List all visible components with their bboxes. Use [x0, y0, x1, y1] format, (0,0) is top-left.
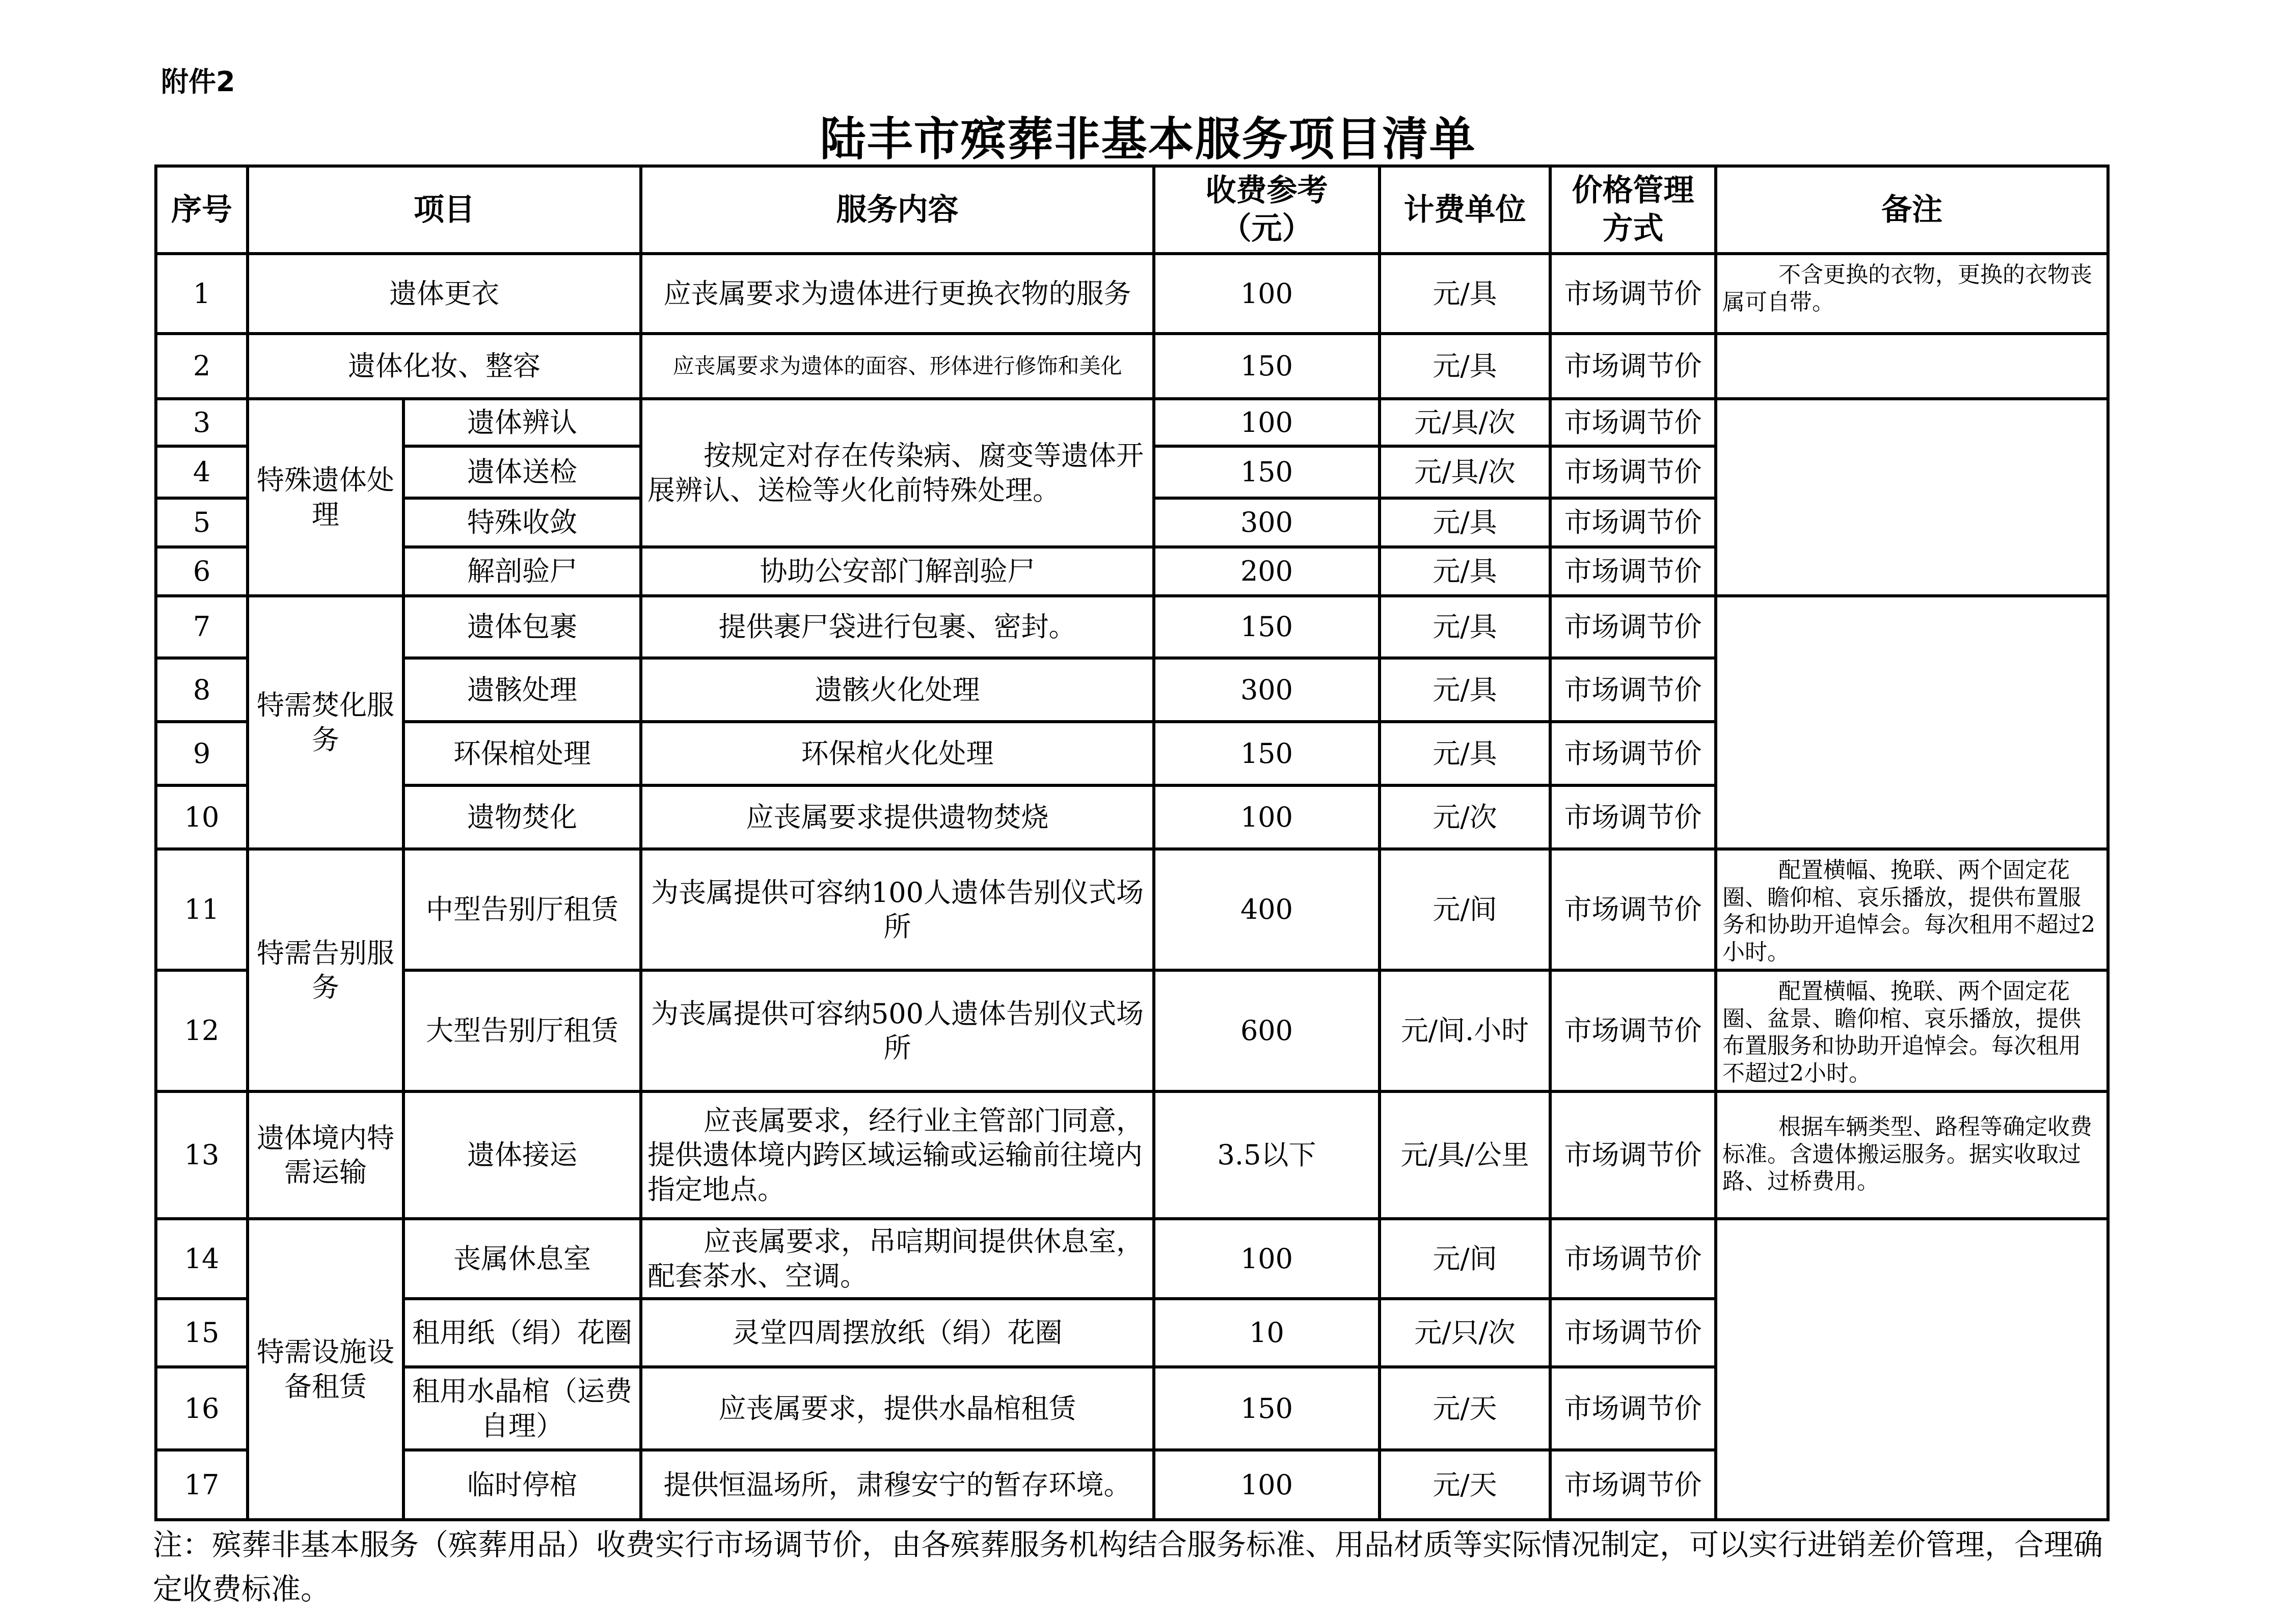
cell-unit: 元/具	[1380, 498, 1550, 547]
table-header-row	[156, 166, 2108, 254]
cell-pricing: 市场调节价	[1550, 547, 1716, 596]
cell-item: 环保棺处理	[403, 722, 641, 785]
cell-item: 遗体接运	[403, 1091, 641, 1219]
cell-seq: 3	[156, 399, 248, 446]
cell-item: 解剖验尸	[403, 547, 641, 596]
cell-seq: 1	[156, 254, 248, 334]
cell-fee: 100	[1154, 1450, 1380, 1520]
page-title: 陆丰市殡葬非基本服务项目清单	[820, 113, 1476, 166]
cell-item: 遗体化妆、整容	[248, 334, 641, 399]
cell-unit: 元/具	[1380, 254, 1550, 334]
group-transport: 遗体境内特需运输	[248, 1091, 403, 1219]
cell-content: 应丧属要求，经行业主管部门同意，提供遗体境内跨区域运输或运输前往境内指定地点。	[641, 1091, 1154, 1219]
cell-unit: 元/具/次	[1380, 446, 1550, 498]
cell-content: 应丧属要求提供遗物焚烧	[641, 785, 1154, 849]
cell-item: 丧属休息室	[403, 1219, 641, 1299]
cell-pricing: 市场调节价	[1550, 334, 1716, 399]
cell-fee: 150	[1154, 1367, 1380, 1450]
header-content: 服务内容	[641, 166, 1154, 254]
cell-seq: 15	[156, 1299, 248, 1367]
cell-seq: 14	[156, 1219, 248, 1299]
cell-item: 特殊收敛	[403, 498, 641, 547]
cell-seq: 16	[156, 1367, 248, 1450]
cell-pricing: 市场调节价	[1550, 498, 1716, 547]
service-list-table	[154, 165, 2110, 1521]
cell-item: 中型告别厅租赁	[403, 849, 641, 970]
cell-fee: 100	[1154, 399, 1380, 446]
cell-pricing: 市场调节价	[1550, 399, 1716, 446]
cell-pricing: 市场调节价	[1550, 1367, 1716, 1450]
table-row	[156, 1219, 2108, 1299]
cell-content: 提供裹尸袋进行包裹、密封。	[641, 596, 1154, 658]
cell-fee: 150	[1154, 334, 1380, 399]
header-fee: 收费参考 （元）	[1154, 166, 1380, 254]
cell-remark-empty	[1716, 1219, 2108, 1520]
cell-pricing: 市场调节价	[1550, 722, 1716, 785]
cell-content: 提供恒温场所，肃穆安宁的暂存环境。	[641, 1450, 1154, 1520]
header-unit: 计费单位	[1380, 166, 1550, 254]
cell-pricing: 市场调节价	[1550, 254, 1716, 334]
cell-seq: 17	[156, 1450, 248, 1520]
cell-seq: 13	[156, 1091, 248, 1219]
cell-fee: 400	[1154, 849, 1380, 970]
cell-fee: 3.5以下	[1154, 1091, 1380, 1219]
cell-fee: 300	[1154, 658, 1380, 722]
header-remark: 备注	[1716, 166, 2108, 254]
cell-remark-empty	[1716, 596, 2108, 849]
cell-item: 遗体更衣	[248, 254, 641, 334]
table-row	[156, 970, 2108, 1091]
cell-content: 应丧属要求，提供水晶棺租赁	[641, 1367, 1154, 1450]
cell-remark: 不含更换的衣物，更换的衣物丧属可自带。	[1716, 254, 2108, 334]
cell-unit: 元/具	[1380, 334, 1550, 399]
group-facility: 特需设施设备租赁	[248, 1219, 403, 1520]
cell-seq: 2	[156, 334, 248, 399]
cell-pricing: 市场调节价	[1550, 596, 1716, 658]
cell-pricing: 市场调节价	[1550, 1299, 1716, 1367]
table-row	[156, 849, 2108, 970]
cell-unit: 元/次	[1380, 785, 1550, 849]
cell-unit: 元/具	[1380, 596, 1550, 658]
cell-content: 遗骸火化处理	[641, 658, 1154, 722]
cell-fee: 200	[1154, 547, 1380, 596]
cell-item: 租用纸（绢）花圈	[403, 1299, 641, 1367]
cell-item: 遗体送检	[403, 446, 641, 498]
cell-seq: 8	[156, 658, 248, 722]
cell-pricing: 市场调节价	[1550, 970, 1716, 1091]
cell-unit: 元/具/公里	[1380, 1091, 1550, 1219]
cell-content: 灵堂四周摆放纸（绢）花圈	[641, 1299, 1154, 1367]
cell-content: 应丧属要求，吊唁期间提供休息室，配套茶水、空调。	[641, 1219, 1154, 1299]
cell-fee: 600	[1154, 970, 1380, 1091]
cell-unit: 元/天	[1380, 1450, 1550, 1520]
cell-remark: 配置横幅、挽联、两个固定花圈、瞻仰棺、哀乐播放，提供布置服务和协助开追悼会。每次租用不超过2小时。	[1716, 849, 2108, 970]
cell-fee: 100	[1154, 1219, 1380, 1299]
cell-content-shared: 按规定对存在传染病、腐变等遗体开展辨认、送检等火化前特殊处理。	[641, 399, 1154, 547]
cell-pricing: 市场调节价	[1550, 658, 1716, 722]
group-special-body: 特殊遗体处理	[248, 399, 403, 596]
cell-seq: 12	[156, 970, 248, 1091]
cell-unit: 元/具/次	[1380, 399, 1550, 446]
table-row	[156, 399, 2108, 446]
cell-fee: 10	[1154, 1299, 1380, 1367]
cell-seq: 6	[156, 547, 248, 596]
cell-unit: 元/具	[1380, 658, 1550, 722]
cell-seq: 11	[156, 849, 248, 970]
group-special-farewell: 特需告别服务	[248, 849, 403, 1091]
cell-pricing: 市场调节价	[1550, 446, 1716, 498]
cell-fee: 150	[1154, 722, 1380, 785]
cell-seq: 4	[156, 446, 248, 498]
cell-remark-empty	[1716, 399, 2108, 596]
cell-item: 遗骸处理	[403, 658, 641, 722]
attachment-label: 附件2	[161, 66, 235, 98]
cell-pricing: 市场调节价	[1550, 785, 1716, 849]
cell-seq: 7	[156, 596, 248, 658]
cell-fee: 100	[1154, 785, 1380, 849]
group-special-cremation: 特需焚化服务	[248, 596, 403, 849]
cell-unit: 元/间.小时	[1380, 970, 1550, 1091]
cell-unit: 元/天	[1380, 1367, 1550, 1450]
table-row	[156, 334, 2108, 399]
cell-item: 遗体辨认	[403, 399, 641, 446]
cell-item: 租用水晶棺（运费自理）	[403, 1367, 641, 1450]
cell-pricing: 市场调节价	[1550, 1091, 1716, 1219]
cell-fee: 150	[1154, 446, 1380, 498]
table-row	[156, 254, 2108, 334]
cell-seq: 10	[156, 785, 248, 849]
cell-remark: 配置横幅、挽联、两个固定花圈、盆景、瞻仰棺、哀乐播放，提供布置服务和协助开追悼会。每次租用不超过2小时。	[1716, 970, 2108, 1091]
cell-remark	[1716, 334, 2108, 399]
cell-content: 协助公安部门解剖验尸	[641, 547, 1154, 596]
cell-pricing: 市场调节价	[1550, 1450, 1716, 1520]
table-row	[156, 1091, 2108, 1219]
cell-seq: 5	[156, 498, 248, 547]
cell-item: 遗体包裹	[403, 596, 641, 658]
cell-content: 应丧属要求为遗体的面容、形体进行修饰和美化	[641, 334, 1154, 399]
cell-item: 大型告别厅租赁	[403, 970, 641, 1091]
cell-seq: 9	[156, 722, 248, 785]
cell-unit: 元/间	[1380, 849, 1550, 970]
header-pricing: 价格管理 方式	[1550, 166, 1716, 254]
cell-item: 遗物焚化	[403, 785, 641, 849]
header-seq: 序号	[156, 166, 248, 254]
cell-content: 为丧属提供可容纳500人遗体告别仪式场所	[641, 970, 1154, 1091]
cell-unit: 元/具	[1380, 722, 1550, 785]
footnote: 注：殡葬非基本服务（殡葬用品）收费实行市场调节价，由各殡葬服务机构结合服务标准、用品材质等实际情况制定，可以实行进销差价管理，合理确定收费标准。	[153, 1527, 2103, 1606]
cell-fee: 100	[1154, 254, 1380, 334]
header-item: 项目	[248, 166, 641, 254]
cell-remark: 根据车辆类型、路程等确定收费标准。含遗体搬运服务。据实收取过路、过桥费用。	[1716, 1091, 2108, 1219]
cell-unit: 元/具	[1380, 547, 1550, 596]
cell-fee: 150	[1154, 596, 1380, 658]
cell-content: 应丧属要求为遗体进行更换衣物的服务	[641, 254, 1154, 334]
cell-unit: 元/间	[1380, 1219, 1550, 1299]
table-row	[156, 596, 2108, 658]
cell-content: 为丧属提供可容纳100人遗体告别仪式场所	[641, 849, 1154, 970]
cell-pricing: 市场调节价	[1550, 1219, 1716, 1299]
cell-fee: 300	[1154, 498, 1380, 547]
cell-content: 环保棺火化处理	[641, 722, 1154, 785]
cell-item: 临时停棺	[403, 1450, 641, 1520]
cell-pricing: 市场调节价	[1550, 849, 1716, 970]
cell-unit: 元/只/次	[1380, 1299, 1550, 1367]
